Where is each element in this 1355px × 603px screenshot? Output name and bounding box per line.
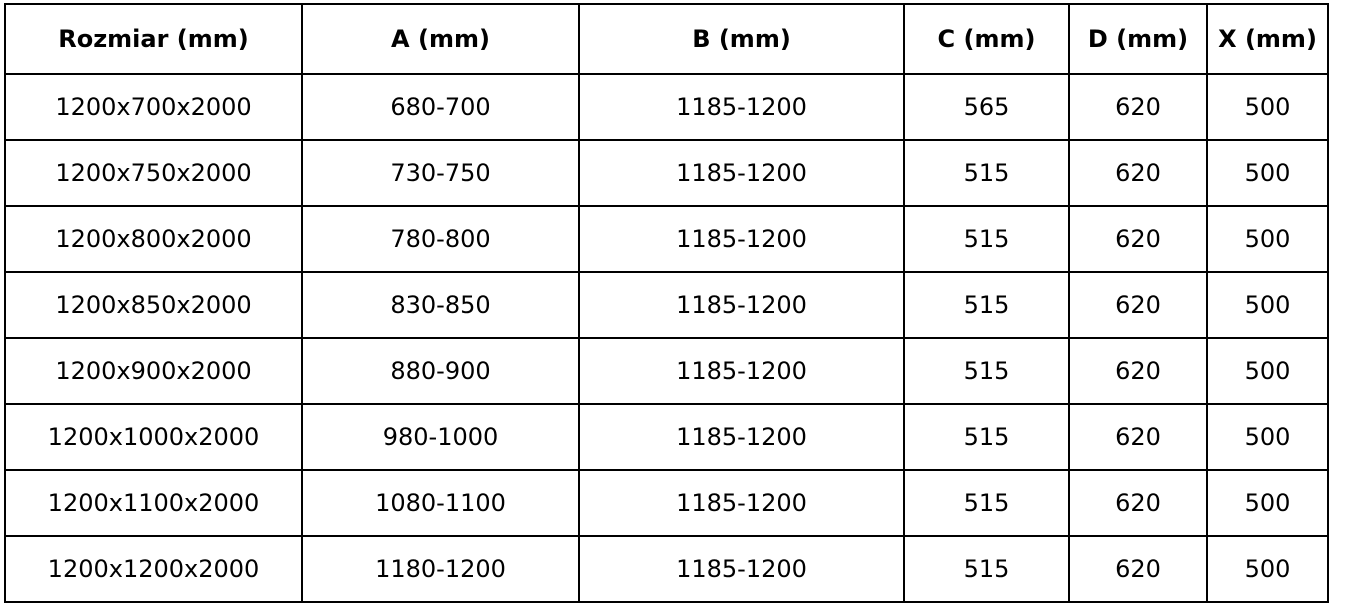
cell-x: 500 [1207, 272, 1328, 338]
cell-a: 1080-1100 [302, 470, 579, 536]
cell-b: 1185-1200 [579, 404, 904, 470]
cell-c: 515 [904, 404, 1069, 470]
cell-x: 500 [1207, 206, 1328, 272]
cell-a: 780-800 [302, 206, 579, 272]
cell-rozmiar: 1200x1100x2000 [5, 470, 302, 536]
cell-d: 620 [1069, 470, 1207, 536]
column-header-c: C (mm) [904, 4, 1069, 74]
column-header-b: B (mm) [579, 4, 904, 74]
cell-d: 620 [1069, 404, 1207, 470]
cell-c: 515 [904, 206, 1069, 272]
column-header-a: A (mm) [302, 4, 579, 74]
column-header-x: X (mm) [1207, 4, 1328, 74]
dimensions-table [4, 3, 1329, 603]
cell-c: 515 [904, 536, 1069, 602]
cell-rozmiar: 1200x750x2000 [5, 140, 302, 206]
cell-c: 515 [904, 338, 1069, 404]
cell-b: 1185-1200 [579, 206, 904, 272]
cell-d: 620 [1069, 272, 1207, 338]
cell-rozmiar: 1200x850x2000 [5, 272, 302, 338]
cell-d: 620 [1069, 140, 1207, 206]
table-body [5, 74, 1328, 602]
table-row [5, 404, 1328, 470]
table-header-row [5, 4, 1328, 74]
table-row [5, 74, 1328, 140]
cell-a: 1180-1200 [302, 536, 579, 602]
cell-d: 620 [1069, 338, 1207, 404]
cell-a: 680-700 [302, 74, 579, 140]
cell-c: 515 [904, 272, 1069, 338]
column-header-rozmiar: Rozmiar (mm) [5, 4, 302, 74]
column-header-d: D (mm) [1069, 4, 1207, 74]
cell-rozmiar: 1200x1200x2000 [5, 536, 302, 602]
cell-x: 500 [1207, 338, 1328, 404]
table-row [5, 206, 1328, 272]
cell-a: 980-1000 [302, 404, 579, 470]
cell-a: 830-850 [302, 272, 579, 338]
cell-b: 1185-1200 [579, 74, 904, 140]
cell-x: 500 [1207, 470, 1328, 536]
cell-c: 565 [904, 74, 1069, 140]
cell-a: 880-900 [302, 338, 579, 404]
cell-d: 620 [1069, 206, 1207, 272]
cell-b: 1185-1200 [579, 536, 904, 602]
cell-b: 1185-1200 [579, 272, 904, 338]
cell-x: 500 [1207, 140, 1328, 206]
size-table-container [0, 3, 1355, 594]
cell-b: 1185-1200 [579, 338, 904, 404]
table-row [5, 470, 1328, 536]
cell-rozmiar: 1200x700x2000 [5, 74, 302, 140]
table-row [5, 536, 1328, 602]
cell-c: 515 [904, 140, 1069, 206]
cell-d: 620 [1069, 74, 1207, 140]
cell-b: 1185-1200 [579, 140, 904, 206]
cell-d: 620 [1069, 536, 1207, 602]
cell-x: 500 [1207, 404, 1328, 470]
table-header [5, 4, 1328, 74]
table-row [5, 338, 1328, 404]
cell-rozmiar: 1200x900x2000 [5, 338, 302, 404]
table-row [5, 272, 1328, 338]
table-row [5, 140, 1328, 206]
cell-rozmiar: 1200x1000x2000 [5, 404, 302, 470]
cell-rozmiar: 1200x800x2000 [5, 206, 302, 272]
cell-x: 500 [1207, 74, 1328, 140]
cell-b: 1185-1200 [579, 470, 904, 536]
cell-x: 500 [1207, 536, 1328, 602]
cell-a: 730-750 [302, 140, 579, 206]
cell-c: 515 [904, 470, 1069, 536]
